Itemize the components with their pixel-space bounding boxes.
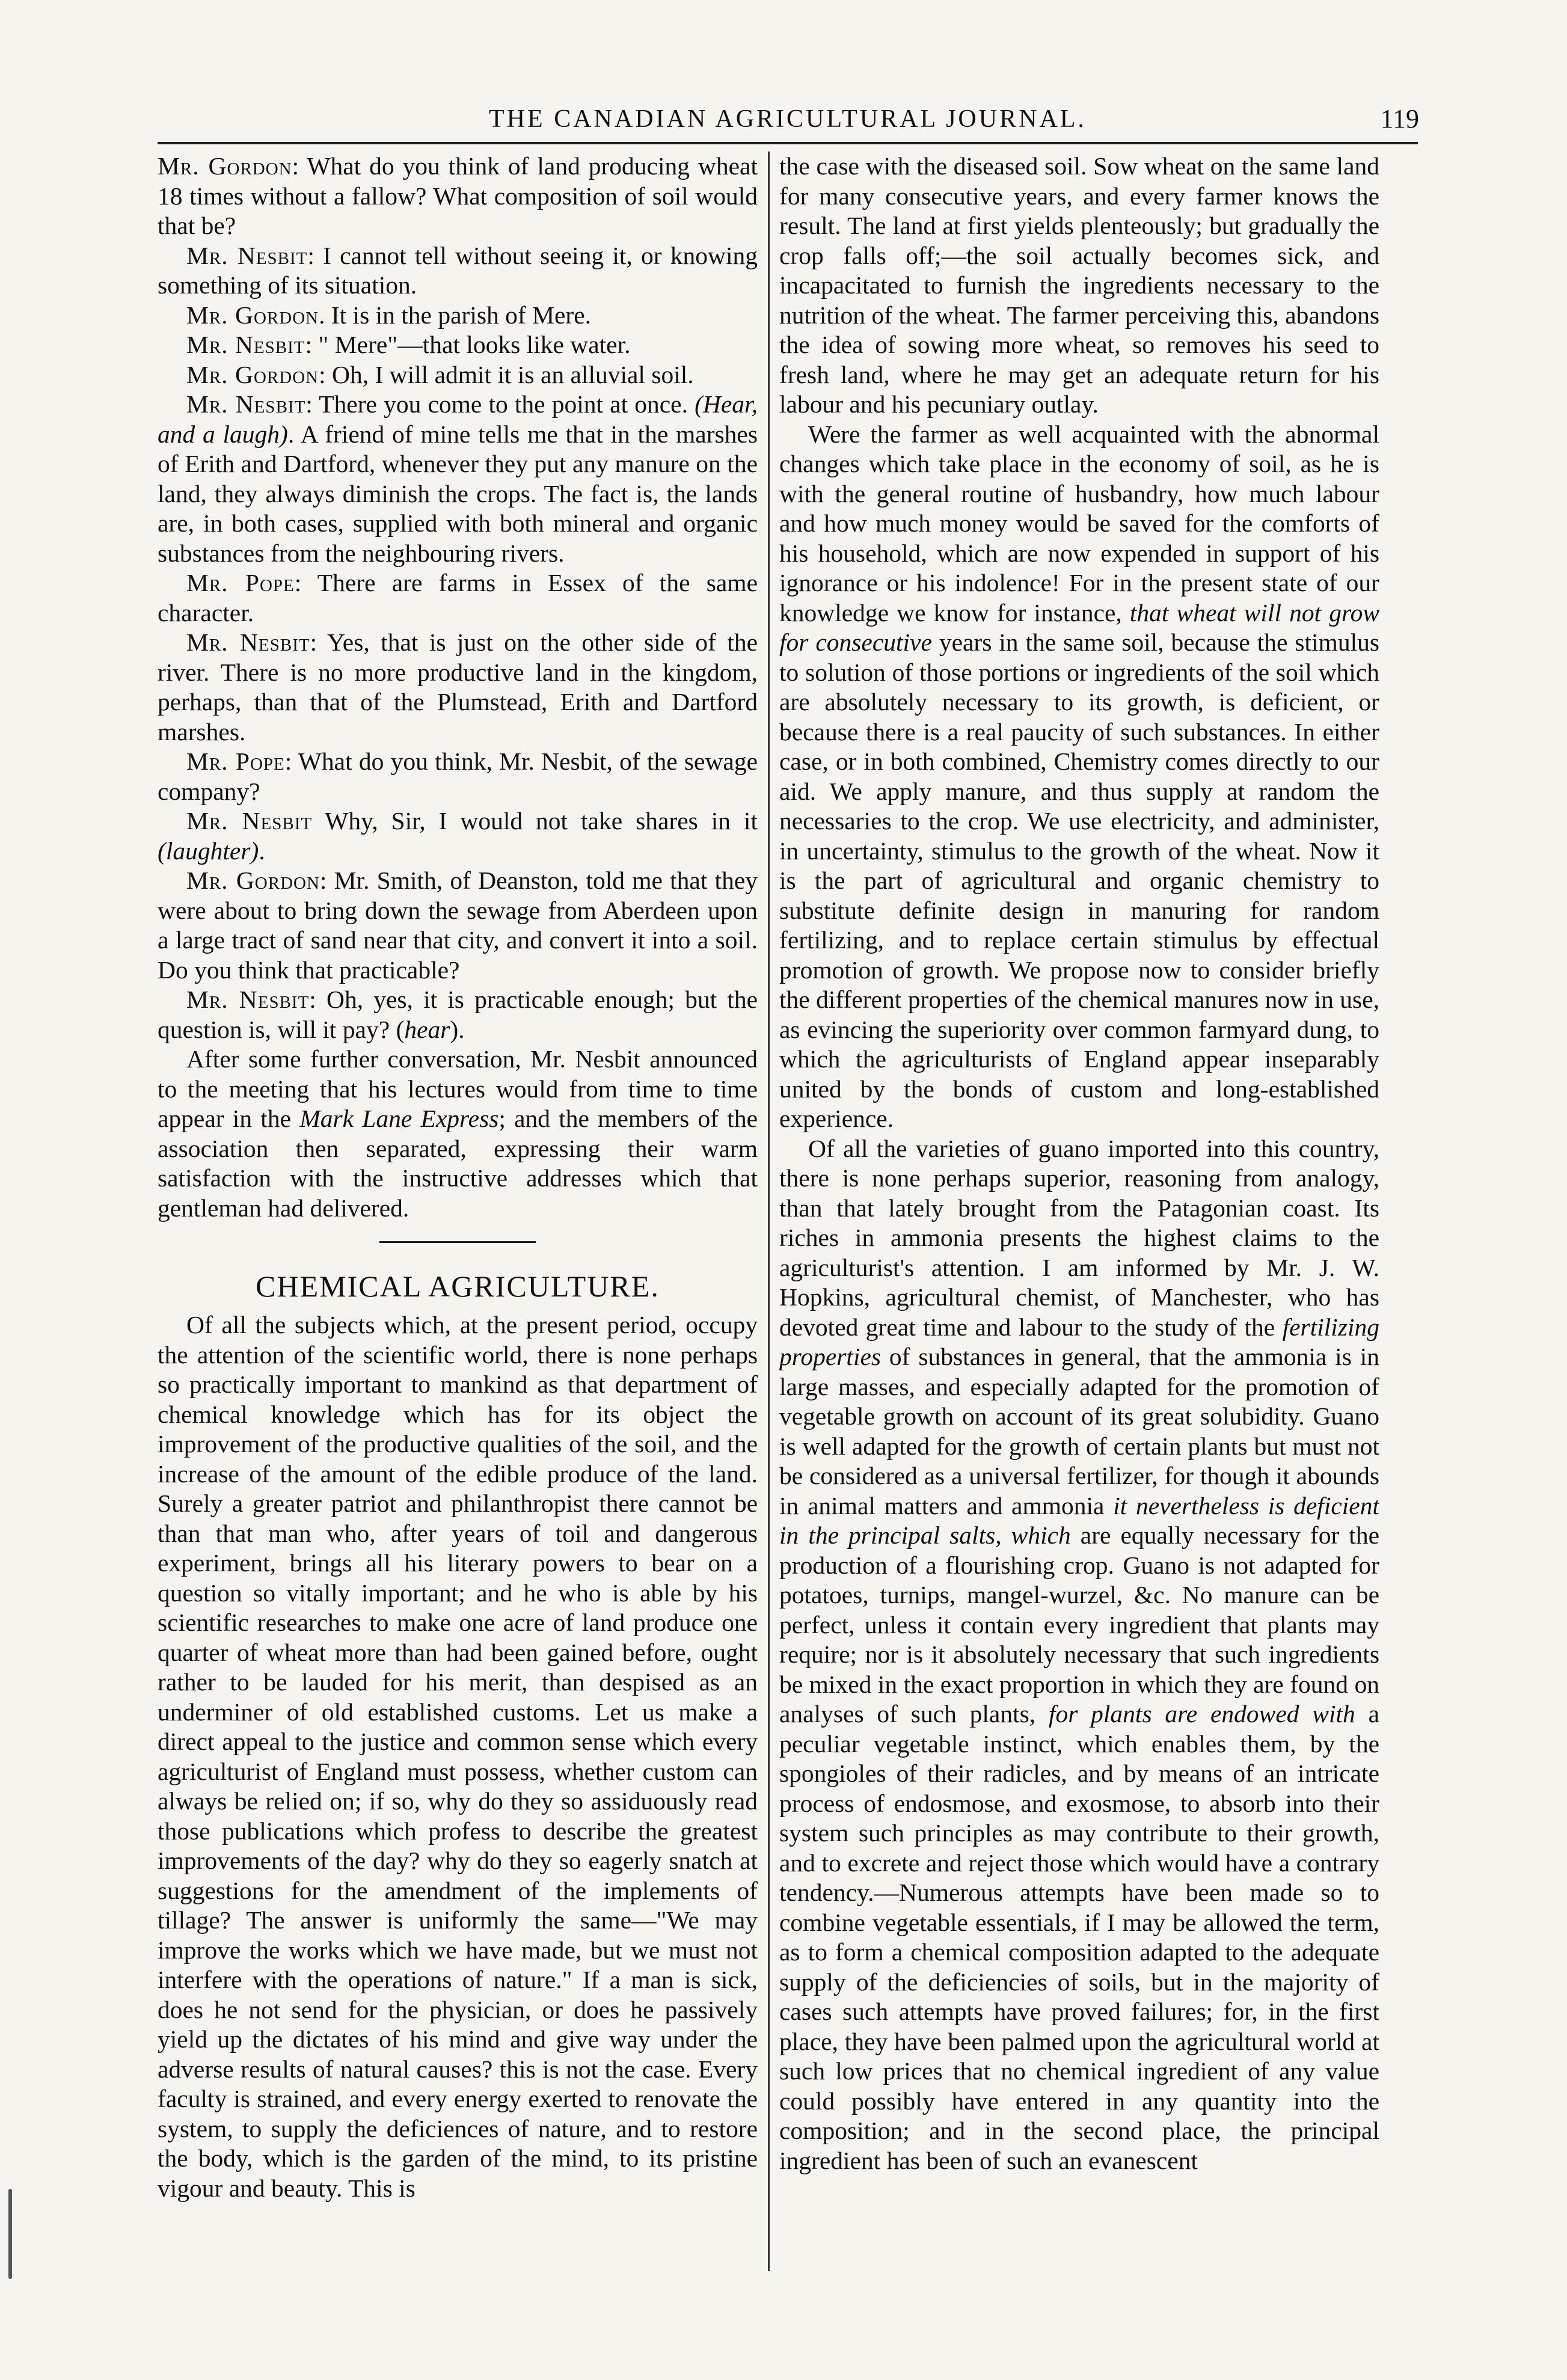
speaker: Mr. Nesbit	[186, 628, 310, 656]
section-heading: CHEMICAL AGRICULTURE.	[256, 1269, 660, 1303]
column-divider	[768, 152, 770, 2271]
paragraph-text: are equally necessary for the production of a flourishing crop. Guano is not adapted for potatoes, turnips, mangel-wurzel, &c. No manure can be perfect, unless it contain every ingredient that plants may require; nor is it absolutely necessary that such ingredients be mixed in the exact proportion in which they are found on analyses of such plants,	[779, 1521, 1379, 1728]
italic-phrase: it nevertheless is deficient in the principal salts, which	[779, 1491, 1379, 1549]
dialogue-paragraph	[158, 152, 758, 241]
paragraph-text: : What do you think, Mr. Nesbit, of the sewage company?	[158, 747, 758, 805]
paragraph-text: : " Mere"—that looks like water.	[305, 331, 631, 358]
speaker: Mr. Pope	[186, 747, 285, 775]
paragraph-text: Why, Sir, I would not take shares in it	[312, 807, 758, 835]
margin-scratch-mark	[8, 2189, 12, 2279]
paragraph-text: : Oh, yes, it is practicable enough; but the question is, will it pay? (	[158, 986, 758, 1043]
paragraph-text: years in the same soil, because the stimulus to solution of those portions or ingredients of the soil which are absolutely necessary to its growth, is deficient, or because there is a real paucity of such substances. In either case, or in both combined, Chemistry comes directly to our aid. We apply manure, and thus supply at random the necessaries to the crop. We use electricity, and administer, in uncertainty, stimulus to the growth of the wheat. Now it is the part of agricultural and organic chemistry to substitute definite design in manuring for random fertilizing, and to replace certain stimulus by effectual promotion of growth. We propose now to consider briefly the different properties of the chemical manures now in use, as evincing the superiority over common farmyard dung, to which the agriculturists of England appear inseparably united by the bonds of custom and long-established experience.	[779, 628, 1379, 1132]
speaker: Mr. Pope	[186, 569, 295, 597]
speaker: Mr. Nesbit	[186, 390, 306, 418]
page-number: 119	[1380, 104, 1419, 133]
running-head	[156, 101, 1419, 137]
italic-aside: hear	[404, 1015, 450, 1043]
speaker: Mr. Gordon	[186, 301, 319, 329]
paragraph-text: : There you come to the point at once.	[305, 390, 695, 418]
dialogue-paragraph	[158, 628, 758, 747]
speaker: Mr. Nesbit	[186, 986, 310, 1013]
article-paragraph	[779, 1134, 1379, 2176]
paragraph-text: : There are farms in Essex of the same character.	[158, 569, 758, 627]
paragraph-text: . It is in the parish of Mere.	[319, 301, 592, 329]
italic-phrase: for plants are endowed with	[1048, 1700, 1355, 1728]
left-column	[158, 152, 758, 2268]
paragraph-text: : Oh, I will admit it is an alluvial soil.	[319, 360, 694, 388]
italic-phrase: that wheat will not grow for consecutive	[779, 598, 1379, 656]
article-paragraph	[779, 420, 1379, 1134]
italic-aside: (laughter)	[158, 836, 259, 865]
paragraph-text: : Yes, that is just on the other side of the river. There is no more productive land in the kingdom, perhaps, than that of the Plumstead, Erith and Dartford marshes.	[158, 628, 758, 746]
narrative-paragraph	[158, 1044, 758, 1223]
italic-aside: (Hear, and a laugh)	[158, 390, 758, 448]
paragraph-text: Of all the varieties of guano imported into this country, there is none perhaps superior, reasoning from analogy, than that lately brought from the Patagonian coast. Its riches in ammonia presents the highest claims to the agriculturist's attention. I am informed by Mr. J. W. Hopkins, agricultural chemist, of Manchester, who has devoted great time and labour to the study of the	[779, 1134, 1379, 1341]
speaker: Mr. Nesbit	[186, 241, 308, 269]
header-rule	[158, 142, 1418, 144]
paragraph-text: . A friend of mine tells me that in the marshes of Erith and Dartford, whenever they put any manure on the land, they always diminish the crops. The fact is, the lands are, in both cases, supplied with both mineral and organic substances from the neighbouring rivers.	[158, 420, 758, 567]
paragraph-text: of substances in general, that the ammonia is in large masses, and especially adapted for the promotion of vegetable growth on account of its great solubidity. Guano is well adapted for the growth of certain plants but must not be considered as a universal fertilizer, for though it abounds in animal matters and ammonia	[779, 1343, 1379, 1520]
paragraph-text: ; and the members of the association then separated, expressing their warm satisfaction with the instructive addresses which that gentleman had delivered.	[158, 1105, 758, 1222]
speaker: Mr. Nesbit	[186, 807, 313, 835]
dialogue-paragraph	[158, 390, 758, 568]
paragraph-text: After some further conversation, Mr. Nesbit announced to the meeting that his lectures would from time to time appear in the	[158, 1045, 758, 1132]
dialogue-paragraph	[158, 568, 758, 628]
dialogue-paragraph	[158, 241, 758, 301]
paragraph-text: Were the farmer as well acquainted with the abnormal changes which take place in the economy of soil, as he is with the general routine of husbandry, how much labour and how much money would be saved for the comforts of his household, which are now expended in support of his ignorance or his indolence! For in the present state of our knowledge we know for instance,	[779, 420, 1379, 627]
dialogue-paragraph	[158, 866, 758, 985]
italic-phrase: fertilizing properties	[779, 1313, 1379, 1370]
dialogue-paragraph	[158, 360, 758, 390]
paragraph-text: Of all the subjects which, at the present period, occupy the attention of the scientific world, there is none perhaps so practically important to mankind as that department of chemical knowledge which has for its object the improvement of the productive qualities of the soil, and the increase of the amount of the edible produce of the land. Surely a greater patriot and philanthropist there cannot be than that man who, after years of toil and dangerous experiment, brings all his literary powers to bear on a question so vitally important; and he who is able by his scientific researches to make one acre of land produce one quarter of wheat more than had been gained before, ought rather to be lauded for his merit, than despised as an underminer of old established customs. Let us make a direct appeal to the justice and common sense which every agriculturist of England must possess, whether custom can always be relied on; if so, why do they so assiduously read those publications which profess to describe the greatest improvements of the day? why do they so eagerly snatch at suggestions for the amendment of the implements of tillage? The answer is uniformly the same—"We may improve the works which we have made, but we must not interfere with the operations of nature." If a man is sick, does he not send for the physician, or does he passively yield up the dictates of his mind and give way under the adverse results of natural causes? this is not the case. Every faculty is strained, and every energy exerted to renovate the system, to supply the deficiences of nature, and to restore the body, which is the garden of the mind, to its pristine vigour and beauty. This is	[158, 1311, 758, 2202]
section-divider	[379, 1241, 536, 1243]
dialogue-paragraph	[158, 806, 758, 866]
paragraph-text: ).	[450, 1015, 465, 1043]
speaker: Mr. Nesbit	[186, 331, 305, 358]
speaker: Mr. Gordon	[186, 866, 320, 894]
journal-title: THE CANADIAN AGRICULTURAL JOURNAL.	[489, 105, 1087, 133]
dialogue-paragraph	[158, 330, 758, 360]
paragraph-text: .	[259, 836, 265, 865]
right-column	[779, 152, 1379, 2268]
speaker: Mr. Gordon	[158, 152, 292, 180]
paragraph-text: the case with the diseased soil. Sow wheat on the same land for many consecutive years, and every farmer knows the result. The land at first yields plenteously; but gradually the crop falls off;—the soil actually becomes sick, and incapacitated to furnish the ingredients necessary to the nutrition of the wheat. The farmer perceiving this, abandons the idea of sowing more wheat, so removes his seed to fresh land, where he may get an adequate return for his labour and his pecuniary outlay.	[779, 152, 1379, 418]
article-paragraph	[779, 152, 1379, 420]
speaker: Mr. Gordon	[186, 360, 319, 388]
paragraph-text: a peculiar vegetable instinct, which enables them, by the spongioles of their radicles, and by means of an intricate process of endosmose, and exosmose, to absorb into their system such principles as may contribute to their growth, and to excrete and reject those which would have a contrary tendency.—Numerous attempts have been made so to combine vegetable essentials, if I may be allowed the term, as to form a chemical composition adapted to the adequate supply of the deficiencies of soils, but in the majority of cases such attempts have proved failures; for, in the first place, they have been palmed upon the agricultural world at such low prices that no chemical ingredient of any value could possibly have entered in any quantity into the composition; and in the second place, the principal ingredient has been of such an evanescent	[779, 1700, 1379, 2174]
dialogue-paragraph	[158, 985, 758, 1044]
publication-title: Mark Lane Express	[299, 1105, 499, 1132]
article-paragraph	[158, 1310, 758, 2203]
paragraph-text: : What do you think of land producing wheat 18 times without a fallow? What composition of soil would that be?	[158, 152, 758, 239]
dialogue-paragraph	[158, 301, 758, 331]
dialogue-paragraph	[158, 747, 758, 806]
paragraph-text: : I cannot tell without seeing it, or knowing something of its situation.	[158, 241, 758, 299]
paragraph-text: : Mr. Smith, of Deanston, told me that they were about to bring down the sewage from Aberdeen upon a large tract of sand near that city, and convert it into a soil. Do you think that practicable?	[158, 866, 758, 984]
